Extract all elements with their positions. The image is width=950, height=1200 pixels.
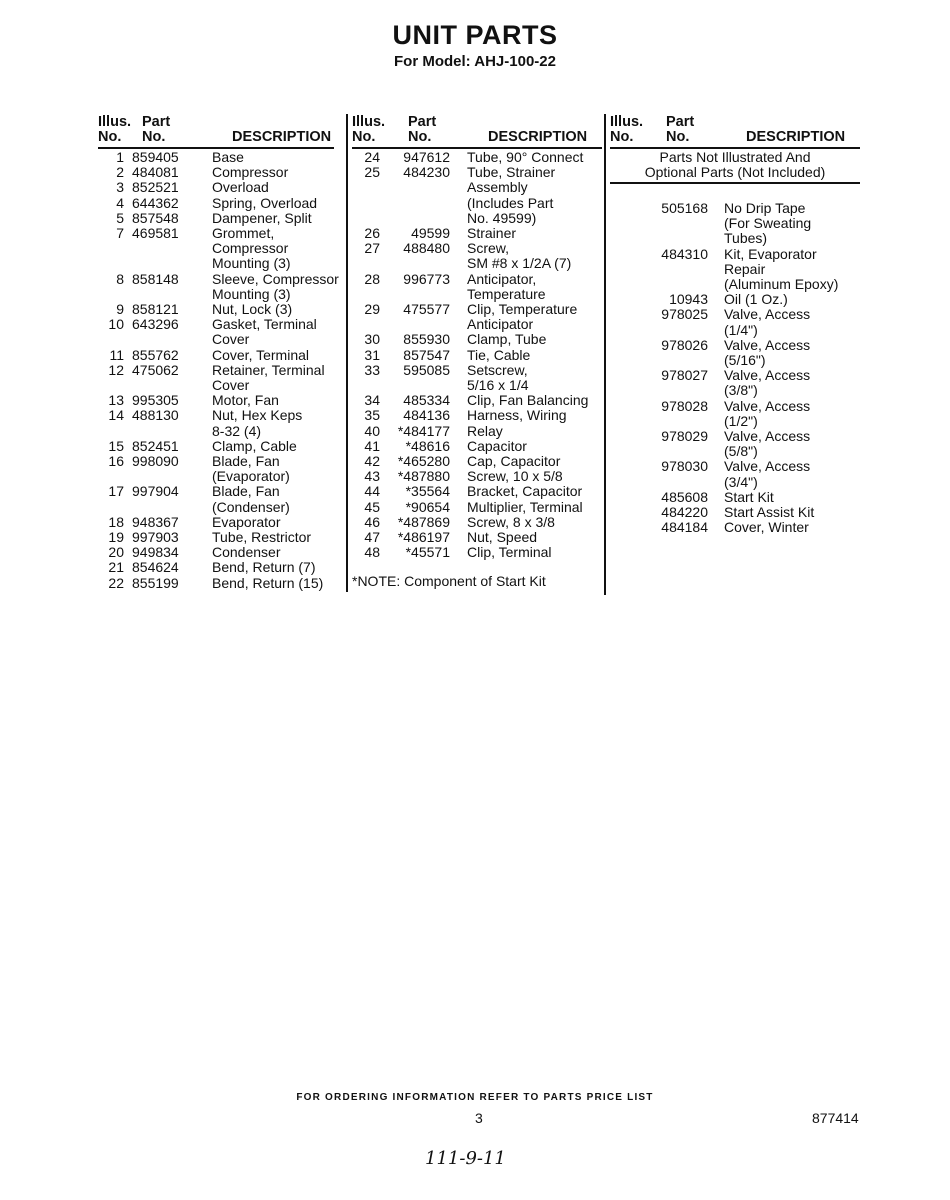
part-number: *465280 <box>397 453 450 469</box>
description-line: Multiplier, Terminal <box>467 498 583 515</box>
part-description <box>212 545 281 560</box>
description-line: Valve, Access <box>724 428 811 444</box>
part-number: 859405 <box>132 149 179 165</box>
part-description <box>467 515 555 530</box>
part-number: 595085 <box>403 361 450 378</box>
illus-number: 44 <box>364 483 380 500</box>
description-line: Cover <box>212 331 250 348</box>
part-number: 852451 <box>132 437 179 454</box>
illus-number: 33 <box>364 361 380 378</box>
illus-number: 12 <box>108 361 124 378</box>
description-line: Blade, Fan <box>212 453 280 469</box>
illus-number: 28 <box>364 270 380 287</box>
description-line: Cover, Winter <box>724 519 809 536</box>
part-description <box>212 363 325 393</box>
part-description <box>467 302 577 332</box>
illus-number: 17 <box>108 483 124 500</box>
part-number: 484184 <box>661 519 708 536</box>
description-line: (Aluminum Epoxy) <box>724 275 839 292</box>
part-description <box>212 196 317 211</box>
part-description <box>724 247 838 293</box>
part-description <box>724 307 810 337</box>
handwritten-note: 111-9-11 <box>425 1148 506 1169</box>
part-number: 855930 <box>403 331 450 348</box>
illus-number: 29 <box>364 301 380 317</box>
description-line: Clip, Terminal <box>467 544 552 561</box>
description-line: Clip, Fan Balancing <box>467 392 589 409</box>
description-line: Spring, Overload <box>212 194 318 211</box>
description-line: Tie, Cable <box>467 346 531 363</box>
description-line: (For Sweating <box>724 215 812 232</box>
part-description <box>467 150 583 165</box>
illus-number: 25 <box>364 164 380 181</box>
part-number: 855199 <box>132 574 179 591</box>
description-line: Setscrew, <box>467 361 528 378</box>
part-number: 475577 <box>403 301 450 317</box>
part-description <box>212 165 288 180</box>
illus-number: 48 <box>364 544 380 561</box>
description-line: Assembly <box>467 179 528 196</box>
part-description <box>724 201 811 247</box>
description-line: (3/4") <box>724 473 758 490</box>
illus-number: 7 <box>116 225 124 241</box>
part-description <box>467 393 588 408</box>
part-description <box>212 408 302 438</box>
part-number: 947612 <box>403 149 450 165</box>
section-heading <box>610 150 860 180</box>
description-line: (Evaporator) <box>212 468 290 485</box>
part-description <box>467 272 546 302</box>
description-line: Harness, Wiring <box>467 407 567 424</box>
part-number: 978029 <box>661 428 708 444</box>
description-line: (Condenser) <box>212 498 290 515</box>
part-description <box>212 180 269 195</box>
part-description <box>724 520 809 535</box>
illus-number: 35 <box>364 407 380 424</box>
part-description <box>212 150 244 165</box>
description-line: Oil (1 Oz.) <box>724 291 788 308</box>
part-number: 855762 <box>132 346 179 363</box>
illus-number: 16 <box>108 453 124 469</box>
part-number: 488130 <box>132 407 179 424</box>
illus-number: 46 <box>364 513 380 530</box>
part-number: 505168 <box>661 200 708 216</box>
part-number: 997903 <box>132 529 179 545</box>
column-divider <box>604 114 606 595</box>
description-line: Base <box>212 149 244 165</box>
part-description <box>212 484 290 514</box>
illus-number: 11 <box>109 346 124 363</box>
illus-number: 4 <box>116 194 124 211</box>
description-line: Tube, Restrictor <box>212 529 312 545</box>
part-number: 998090 <box>132 453 179 469</box>
illus-number: 8 <box>116 270 124 287</box>
part-number: 995305 <box>132 392 179 409</box>
header-illus-line2: No. <box>352 129 376 145</box>
part-number: 997904 <box>132 483 179 500</box>
description-line: Tubes) <box>724 230 768 247</box>
illus-number: 27 <box>364 240 380 257</box>
description-line: Mounting (3) <box>212 285 291 302</box>
part-number: *486197 <box>397 529 450 545</box>
part-description <box>467 408 567 423</box>
part-description <box>467 348 530 363</box>
description-line: Valve, Access <box>724 306 811 323</box>
part-description <box>212 393 279 408</box>
part-description <box>212 272 339 302</box>
description-line: Clamp, Cable <box>212 437 297 454</box>
description-line: Cover, Terminal <box>212 346 310 363</box>
part-description <box>467 454 560 469</box>
part-number: 857547 <box>403 346 450 363</box>
part-description <box>212 439 297 454</box>
part-number: 484136 <box>403 407 450 424</box>
description-line: No. 49599) <box>467 209 537 226</box>
part-description <box>467 165 555 226</box>
header-description: DESCRIPTION <box>746 129 846 145</box>
part-number: 978026 <box>661 336 708 353</box>
part-description <box>724 292 788 307</box>
header-illus-line1: Illus. <box>610 114 644 130</box>
part-number: 978030 <box>661 458 708 475</box>
illus-number: 5 <box>116 209 124 226</box>
description-line: (1/2") <box>724 412 758 429</box>
description-line: Sleeve, Compressor <box>212 270 339 287</box>
part-number: 949834 <box>132 544 179 561</box>
description-line: Start Kit <box>724 488 774 505</box>
part-number: 978028 <box>661 397 708 414</box>
start-kit-note: *NOTE: Component of Start Kit <box>352 573 546 589</box>
description-line: Retainer, Terminal <box>212 361 325 378</box>
illus-number: 22 <box>108 574 124 591</box>
part-description <box>467 226 516 241</box>
illus-number: 43 <box>364 468 380 485</box>
description-line: Nut, Hex Keps <box>212 407 303 424</box>
description-line: Cover <box>212 376 250 393</box>
description-line: Repair <box>724 260 766 277</box>
part-number: 485608 <box>661 488 708 505</box>
description-line: Tube, Strainer <box>467 164 556 181</box>
description-line: Anticipator, <box>467 270 537 287</box>
part-description <box>212 211 312 226</box>
illus-number: 15 <box>108 437 124 454</box>
part-number: 996773 <box>403 270 450 287</box>
part-description <box>724 490 774 505</box>
part-description <box>212 576 323 591</box>
illus-number: 18 <box>108 513 124 530</box>
illus-number: 2 <box>116 164 124 181</box>
part-description <box>724 399 810 429</box>
illus-number: 10 <box>108 316 124 333</box>
description-line: Capacitor <box>467 437 527 454</box>
illus-number: 41 <box>364 437 380 454</box>
header-part-line1: Part <box>142 114 171 130</box>
header-illus-line2: No. <box>98 129 122 145</box>
illus-number: 14 <box>108 407 124 424</box>
illus-number: 24 <box>364 149 380 165</box>
description-line: Condenser <box>212 544 281 561</box>
part-number: 948367 <box>132 513 179 530</box>
description-line: Gasket, Terminal <box>212 316 317 333</box>
description-line: Clamp, Tube <box>467 331 547 348</box>
header-part-line2: No. <box>408 129 432 145</box>
description-line: (5/8") <box>724 443 758 460</box>
description-line: Blade, Fan <box>212 483 280 500</box>
part-description <box>212 302 292 317</box>
illus-number: 26 <box>364 225 380 241</box>
part-description <box>467 530 537 545</box>
part-number: 858148 <box>132 270 179 287</box>
part-number: *45571 <box>405 544 450 561</box>
column-divider <box>346 114 348 592</box>
illus-number: 21 <box>108 559 124 576</box>
part-description <box>467 241 571 271</box>
part-description <box>467 332 546 347</box>
illus-number: 13 <box>108 392 124 409</box>
description-line: 8-32 (4) <box>212 422 262 439</box>
description-line: (Includes Part <box>467 194 554 211</box>
part-description <box>212 515 280 530</box>
description-line: (5/16") <box>724 351 766 368</box>
description-line: Screw, <box>467 240 510 257</box>
header-description: DESCRIPTION <box>232 129 332 145</box>
description-line: Mounting (3) <box>212 255 291 272</box>
part-number: *484177 <box>397 422 450 439</box>
part-number: 854624 <box>132 559 179 576</box>
section-heading-line: Parts Not Illustrated And <box>659 149 811 165</box>
description-line: Compressor <box>212 164 289 181</box>
illus-number: 19 <box>108 529 124 545</box>
ordering-info: FOR ORDERING INFORMATION REFER TO PARTS PRICE LIST <box>296 1092 654 1103</box>
illus-number: 31 <box>364 346 380 363</box>
page-title: UNIT PARTS <box>392 20 558 50</box>
description-line: Start Assist Kit <box>724 504 815 520</box>
part-description <box>212 348 309 363</box>
part-number: 49599 <box>411 225 450 241</box>
header-part-line1: Part <box>666 114 695 130</box>
description-line: Grommet, <box>212 225 275 241</box>
part-description <box>467 424 503 439</box>
illus-number: 45 <box>364 498 380 515</box>
header-part-line2: No. <box>142 129 166 145</box>
description-line: No Drip Tape <box>724 200 806 216</box>
part-description <box>212 317 317 347</box>
document-number: 877414 <box>812 1110 859 1126</box>
description-line: Nut, Lock (3) <box>212 301 293 317</box>
part-number: 10943 <box>669 291 708 308</box>
description-line: Evaporator <box>212 513 281 530</box>
part-description <box>724 429 810 459</box>
description-line: 5/16 x 1/4 <box>467 376 529 393</box>
part-description <box>724 505 814 520</box>
illus-number: 42 <box>364 453 380 469</box>
description-line: Relay <box>467 422 503 439</box>
description-line: Overload <box>212 179 269 196</box>
header-illus-line1: Illus. <box>98 114 132 130</box>
description-line: Motor, Fan <box>212 392 279 409</box>
part-number: 484230 <box>403 164 450 181</box>
illus-number: 9 <box>116 301 124 317</box>
part-description <box>212 560 316 575</box>
illus-number: 40 <box>364 422 380 439</box>
part-description <box>467 363 529 393</box>
description-line: Bracket, Capacitor <box>467 483 583 500</box>
description-line: Dampener, Split <box>212 209 312 226</box>
part-number: 475062 <box>132 361 179 378</box>
description-line: Screw, 10 x 5/8 <box>467 468 563 485</box>
part-number: 978025 <box>661 306 708 323</box>
part-description <box>212 454 290 484</box>
part-number: 852521 <box>132 179 179 196</box>
part-number: *35564 <box>405 483 450 500</box>
part-description <box>724 338 810 368</box>
description-line: Valve, Access <box>724 367 811 384</box>
part-number: 488480 <box>403 240 450 257</box>
description-line: (3/8") <box>724 382 758 399</box>
description-line: Valve, Access <box>724 458 811 475</box>
part-description <box>212 530 311 545</box>
part-number: *487869 <box>397 513 450 530</box>
description-line: Bend, Return (7) <box>212 559 316 576</box>
part-description <box>724 368 810 398</box>
part-description <box>467 469 563 484</box>
description-line: (1/4") <box>724 321 758 338</box>
section-rule <box>610 182 860 184</box>
illus-number: 3 <box>116 179 124 196</box>
part-number: *487880 <box>397 468 450 485</box>
part-number: *48616 <box>405 437 450 454</box>
part-number: 644362 <box>132 194 179 211</box>
part-description <box>467 439 527 454</box>
header-illus-line2: No. <box>610 129 634 145</box>
part-number: *90654 <box>405 498 450 515</box>
part-description <box>467 484 582 499</box>
illus-number: 1 <box>116 149 124 165</box>
description-line: Cap, Capacitor <box>467 453 561 469</box>
illus-number: 20 <box>108 544 124 561</box>
description-line: Strainer <box>467 225 517 241</box>
part-number: 469581 <box>132 225 179 241</box>
page-number: 3 <box>475 1110 483 1126</box>
description-line: Clip, Temperature <box>467 301 578 317</box>
header-part-line1: Part <box>408 114 437 130</box>
section-heading-line: Optional Parts (Not Included) <box>644 164 826 181</box>
part-description <box>467 500 583 515</box>
part-description <box>724 459 810 489</box>
part-number: 643296 <box>132 316 179 333</box>
illus-number: 34 <box>364 392 380 409</box>
part-number: 484220 <box>661 504 708 520</box>
description-line: Anticipator <box>467 316 534 333</box>
part-number: 484310 <box>661 245 708 262</box>
description-line: Nut, Speed <box>467 529 538 545</box>
description-line: Kit, Evaporator <box>724 245 817 262</box>
part-description <box>467 545 552 560</box>
part-description <box>212 226 291 272</box>
description-line: Temperature <box>467 285 546 302</box>
description-line: SM #8 x 1/2A (7) <box>467 255 572 272</box>
part-number: 485334 <box>403 392 450 409</box>
model-subtitle: For Model: AHJ-100-22 <box>394 53 556 70</box>
header-description: DESCRIPTION <box>488 129 588 145</box>
header-part-line2: No. <box>666 129 690 145</box>
description-line: Compressor <box>212 240 289 257</box>
illus-number: 30 <box>364 331 380 348</box>
description-line: Valve, Access <box>724 336 811 353</box>
description-line: Screw, 8 x 3/8 <box>467 513 555 530</box>
illus-number: 47 <box>364 529 380 545</box>
description-line: Valve, Access <box>724 397 811 414</box>
part-number: 858121 <box>132 301 179 317</box>
part-number: 857548 <box>132 209 179 226</box>
description-line: Tube, 90° Connect <box>467 149 584 165</box>
header-illus-line1: Illus. <box>352 114 386 130</box>
description-line: Bend, Return (15) <box>212 574 324 591</box>
part-number: 978027 <box>661 367 708 384</box>
part-number: 484081 <box>132 164 179 181</box>
